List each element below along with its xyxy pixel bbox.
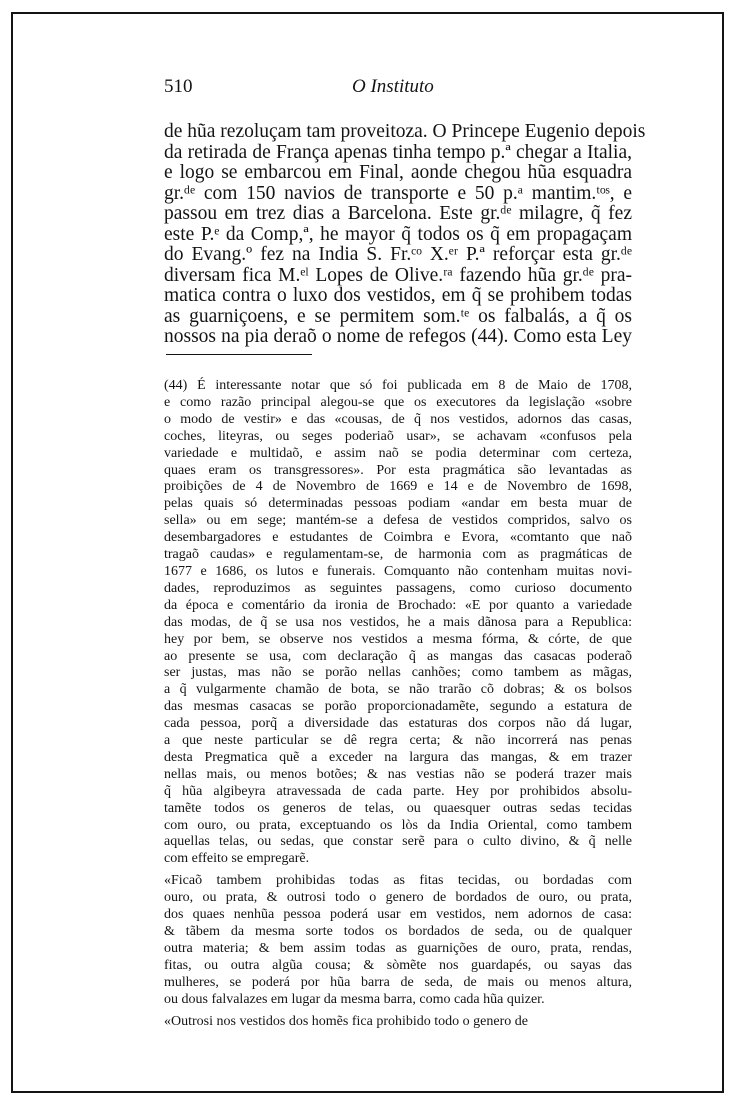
footnote-line: quaes eram os transgressores». Por esta pragmática são levantadas as <box>164 462 632 478</box>
footnote-line: tamẽte todos os generos de telas, ou quaesquer outras sedas tecidas <box>164 800 632 816</box>
footnote-line: & tãbem da mesma sorte todos os bordados de seda, ou de qualquer <box>164 924 632 939</box>
footnote-line: ao presente se usa, com declaração q̃ as mangas das casacas poderaõ <box>164 648 632 664</box>
body-text-line: diversam fica M.ᵉˡ Lopes de Olive.ʳᵃ fazendo hũa gr.ᵈᵉ pra- <box>164 264 632 286</box>
footnote-line: e como razão principal alegou-se que os executores da legislação «sobre <box>164 394 632 410</box>
footnote-line: o modo de vestir» e das «cousas, de q̃ nos vestidos, adornos das casas, <box>164 411 632 427</box>
footnote-line: mulheres, se poderá por hũa barra de seda, de mais ou menos altura, <box>164 974 632 990</box>
footnote-line: «Outrosi nos vestidos dos homẽs fica prohibido todo o genero de <box>164 1013 528 1029</box>
footnote-line: pelas quais só determinadas pessoas podiam «andar em besta muar de <box>164 496 632 512</box>
footnote-line: das modas, de q̃ se usa nos vestidos, he a mais dãnosa para a Republica: <box>164 614 632 630</box>
body-text-line: e logo se embarcou em Final, aonde chegou hũa esquadra <box>164 162 632 183</box>
footnote-line: nellas mais, ou menos botões; & nas vestias não se poderá trazer mais <box>164 766 632 782</box>
footnote-line: da época e comentário da ironia de Brochado: «E por quanto a variedade <box>164 597 632 613</box>
footnote-line: cada pessoa, porq̃ a diversidade das estaturas dos corpos não dá lugar, <box>164 716 632 732</box>
body-text-line: passou em trez dias a Barcelona. Este gr.ᵈᵉ milagre, q̃ fez <box>164 203 632 224</box>
footnote-line: tragaõ caudas» e regulamentam-se, de harmonia com as pragmáticas de <box>164 547 632 563</box>
body-text-line: do Evang.º fez na India S. Fr.ᶜᵒ X.ᵉʳ P.ª reforçar esta gr.ᵈᵉ <box>164 244 632 265</box>
body-text-line: matica contra o luxo dos vestidos, em q̃ se prohibem todas <box>164 285 632 306</box>
footnote-line: com ouro, ou prata, exceptuando os lòs da India Oriental, como tambem <box>164 817 632 833</box>
footnote-line: (44) É interessante notar que só foi publicada em 8 de Maio de 1708, <box>164 378 632 393</box>
main-text <box>164 121 646 348</box>
body-text-line: de hũa rezoluçam tam proveitoza. O Princepe Eugenio depois <box>164 121 646 142</box>
body-text-line: gr.ᵈᵉ com 150 navios de transporte e 50 p.ᵃ mantim.ᵗᵒˢ, e <box>164 182 632 204</box>
body-text-line: da retirada de França apenas tinha tempo p.ª chegar a Italia, <box>164 141 632 163</box>
footnote-line: «Ficaõ tambem prohibidas todas as fitas tecidas, ou bordadas com <box>164 873 632 889</box>
footnote-line: a q̃ vulgarmente chamão de bota, se não trarão cõ dobras; & os bolsos <box>164 682 632 698</box>
footnote-line: dos quaes nenhũa pessoa poderá usar em vestidos, nem adornos de casa: <box>164 907 632 923</box>
footnote-line: outra materia; & bem assim todas as guarnições de ouro, prata, rendas, <box>164 940 632 956</box>
running-title: O Instituto <box>352 76 434 97</box>
footnote-line: a que neste particular se dê regra certa; & não incorrerá nas penas <box>164 733 632 749</box>
footnote-line: sella» ou em sege; mantém-se a defesa de vestidos compridos, salvo os <box>164 513 632 529</box>
body-text-line: nossos na pia deraõ o nome de refegos (44). Como esta Ley <box>164 326 632 347</box>
body-text-line: este P.ᵉ da Comp,ª, he mayor q̃ todos os q̃ em propagaçam <box>164 223 632 245</box>
footnote-line: fitas, ou outra algũa cousa; & sòmẽte nos guardapés, ou sayas das <box>164 957 632 973</box>
footnote-line: ou dous falvalazes em lugar da mesma barra, como cada hũa quizer. <box>164 991 545 1007</box>
footnote-line: com effeito se empregarẽ. <box>164 851 310 867</box>
footnote-separator <box>166 354 312 355</box>
footnote-line: das mesmas casacas se porão proporcionadamẽte, segundo a estatura de <box>164 699 632 715</box>
footnote-line: dades, reproduzimos as seguintes passagens, como curioso documento <box>164 580 632 596</box>
footnote <box>164 378 632 1030</box>
footnote-line: coches, liteyras, ou seges poderiaõ usar», se achavam «confusos pela <box>164 428 632 444</box>
page-header <box>164 76 592 100</box>
footnote-line: 1677 e 1686, os lutos e funerais. Comquanto não contenham muitas novi- <box>164 563 632 579</box>
page-number: 510 <box>164 76 193 97</box>
footnote-line: aquellas telas, ou sedas, que constar serẽ para o culto divino, & q̃ nelle <box>164 834 632 850</box>
footnote-line: desta Pregmatica quẽ a exceder na largura das mangas, & em trazer <box>164 749 632 765</box>
body-text-line: as guarniçoens, e se permitem som.ᵗᵉ os falbalás, a q̃ os <box>164 305 632 327</box>
footnote-line: variedade e multidaõ, e assim naõ se podia determinar com certeza, <box>164 445 632 461</box>
footnote-line: ouro, ou prata, & outrosi todo o genero de bordados de ouro, ou prata, <box>164 890 632 906</box>
footnote-line: desembargadores e estudantes de Coimbra e Evora, «comtanto que naõ <box>164 530 632 546</box>
footnote-line: hey por bem, se observe nos vestidos a mesma fórma, & córte, de que <box>164 631 632 647</box>
footnote-line: ser justas, mas não se porão nellas canhões; como tambem as mãgas, <box>164 665 632 681</box>
footnote-line: q̃ hũa algibeyra atravessada de cada parte. Hey por prohibidos absolu- <box>164 783 632 799</box>
footnote-line: proibições de 4 de Novembro de 1669 e 14 e de Novembro de 1698, <box>164 479 632 495</box>
